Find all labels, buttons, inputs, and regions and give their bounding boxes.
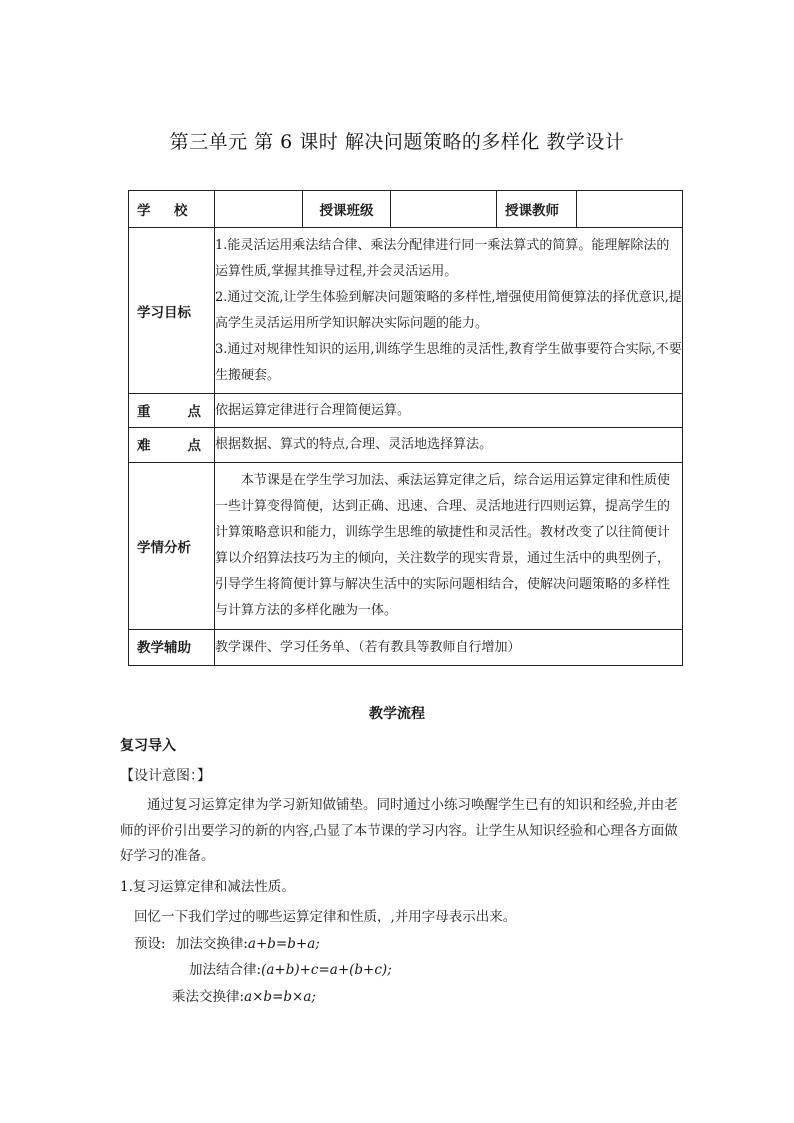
goal-item: 1.能灵活运用乘法结合律、乘法分配律进行同一乘法算式的简算。能理解除法的运算性质,掌握其推导过程,并会灵活运用。 xyxy=(215,237,670,279)
table-row xyxy=(129,228,683,394)
goals-cell xyxy=(215,228,683,394)
difficulty-label: 难 点 xyxy=(129,428,215,463)
table-row xyxy=(129,428,683,463)
teacher-label: 授课教师 xyxy=(497,191,577,228)
design-intent-text: 通过复习运算定律为学习新知做铺垫。同时通过小练习唤醒学生已有的知识和经验,并由老师的评价引出要学习的新的内容,凸显了本节课的学习内容。让学生从知识经验和心理各方面做好学习的准备。 xyxy=(120,797,678,864)
law-line xyxy=(134,932,320,952)
law-name: 乘法交换律: xyxy=(172,989,245,1005)
page-title: 第三单元 第 6 课时 解决问题策略的多样化 教学设计 xyxy=(169,131,625,153)
design-intent-label: 【设计意图：】 xyxy=(120,768,211,784)
school-label: 学 校 xyxy=(129,191,215,228)
goals-label: 学习目标 xyxy=(129,228,215,394)
table-row xyxy=(129,394,683,428)
goal-item: 2.通过交流,让学生体验到解决问题策略的多样性,增强使用简便算法的择优意识,提高学生灵活运用所学知识解决实际问题的能力。 xyxy=(215,289,682,331)
key-text: 依据运算定律进行合理简便运算。 xyxy=(215,394,683,428)
aid-text: 教学课件、学习任务单、（若有教具等教师自行增加） xyxy=(215,630,683,666)
law-formula: (a+b)+c=a+(b+c); xyxy=(261,962,392,978)
preset-label: 预设: xyxy=(134,936,166,952)
aid-label: 教学辅助 xyxy=(129,630,215,666)
table-row xyxy=(129,191,683,228)
law-line xyxy=(172,985,316,1005)
class-label: 授课班级 xyxy=(303,191,391,228)
law-formula: a+b=b+a; xyxy=(247,936,320,952)
recall-text: 回忆一下我们学过的哪些运算定律和性质，,并用字母表示出来。 xyxy=(134,909,517,925)
goal-item: 3.通过对规律性知识的运用,训练学生思维的灵活性,教育学生做事要符合实际,不要生搬硬套。 xyxy=(215,341,682,383)
difficulty-text: 根据数据、算式的特点,合理、灵活地选择算法。 xyxy=(215,428,683,463)
analysis-text: 本节课是在学生学习加法、乘法运算定律之后，综合运用运算定律和性质使一些计算变得简便，达到正确、迅速、合理、灵活地进行四则运算，提高学生的计算策略意识和能力，训练学生思维的敏捷性和灵活性。教材改变了以往简便计算以介绍算法技巧为主的倾向，关注数学的现实背景，通过生活中的典型例子，引导学生将简便计算与解决生活中的实际问题相结合，使解决问题策略的多样性与计算方法的多样化融为一体。 xyxy=(215,463,683,630)
law-formula: a×b=b×a; xyxy=(244,989,316,1005)
teacher-value xyxy=(577,191,683,228)
table-row xyxy=(129,463,683,630)
school-value xyxy=(215,191,303,228)
review-item-heading: 1.复习运算定律和减法性质。 xyxy=(120,879,295,895)
lesson-info-table xyxy=(128,190,683,666)
class-value xyxy=(391,191,497,228)
law-name: 加法交换律: xyxy=(175,936,248,952)
law-name: 加法结合律: xyxy=(189,962,262,978)
section-title: 复习导入 xyxy=(120,738,176,754)
key-label: 重 点 xyxy=(129,394,215,428)
law-line xyxy=(189,958,392,978)
flow-title: 教学流程 xyxy=(369,706,425,722)
table-row xyxy=(129,630,683,666)
analysis-label: 学情分析 xyxy=(129,463,215,630)
